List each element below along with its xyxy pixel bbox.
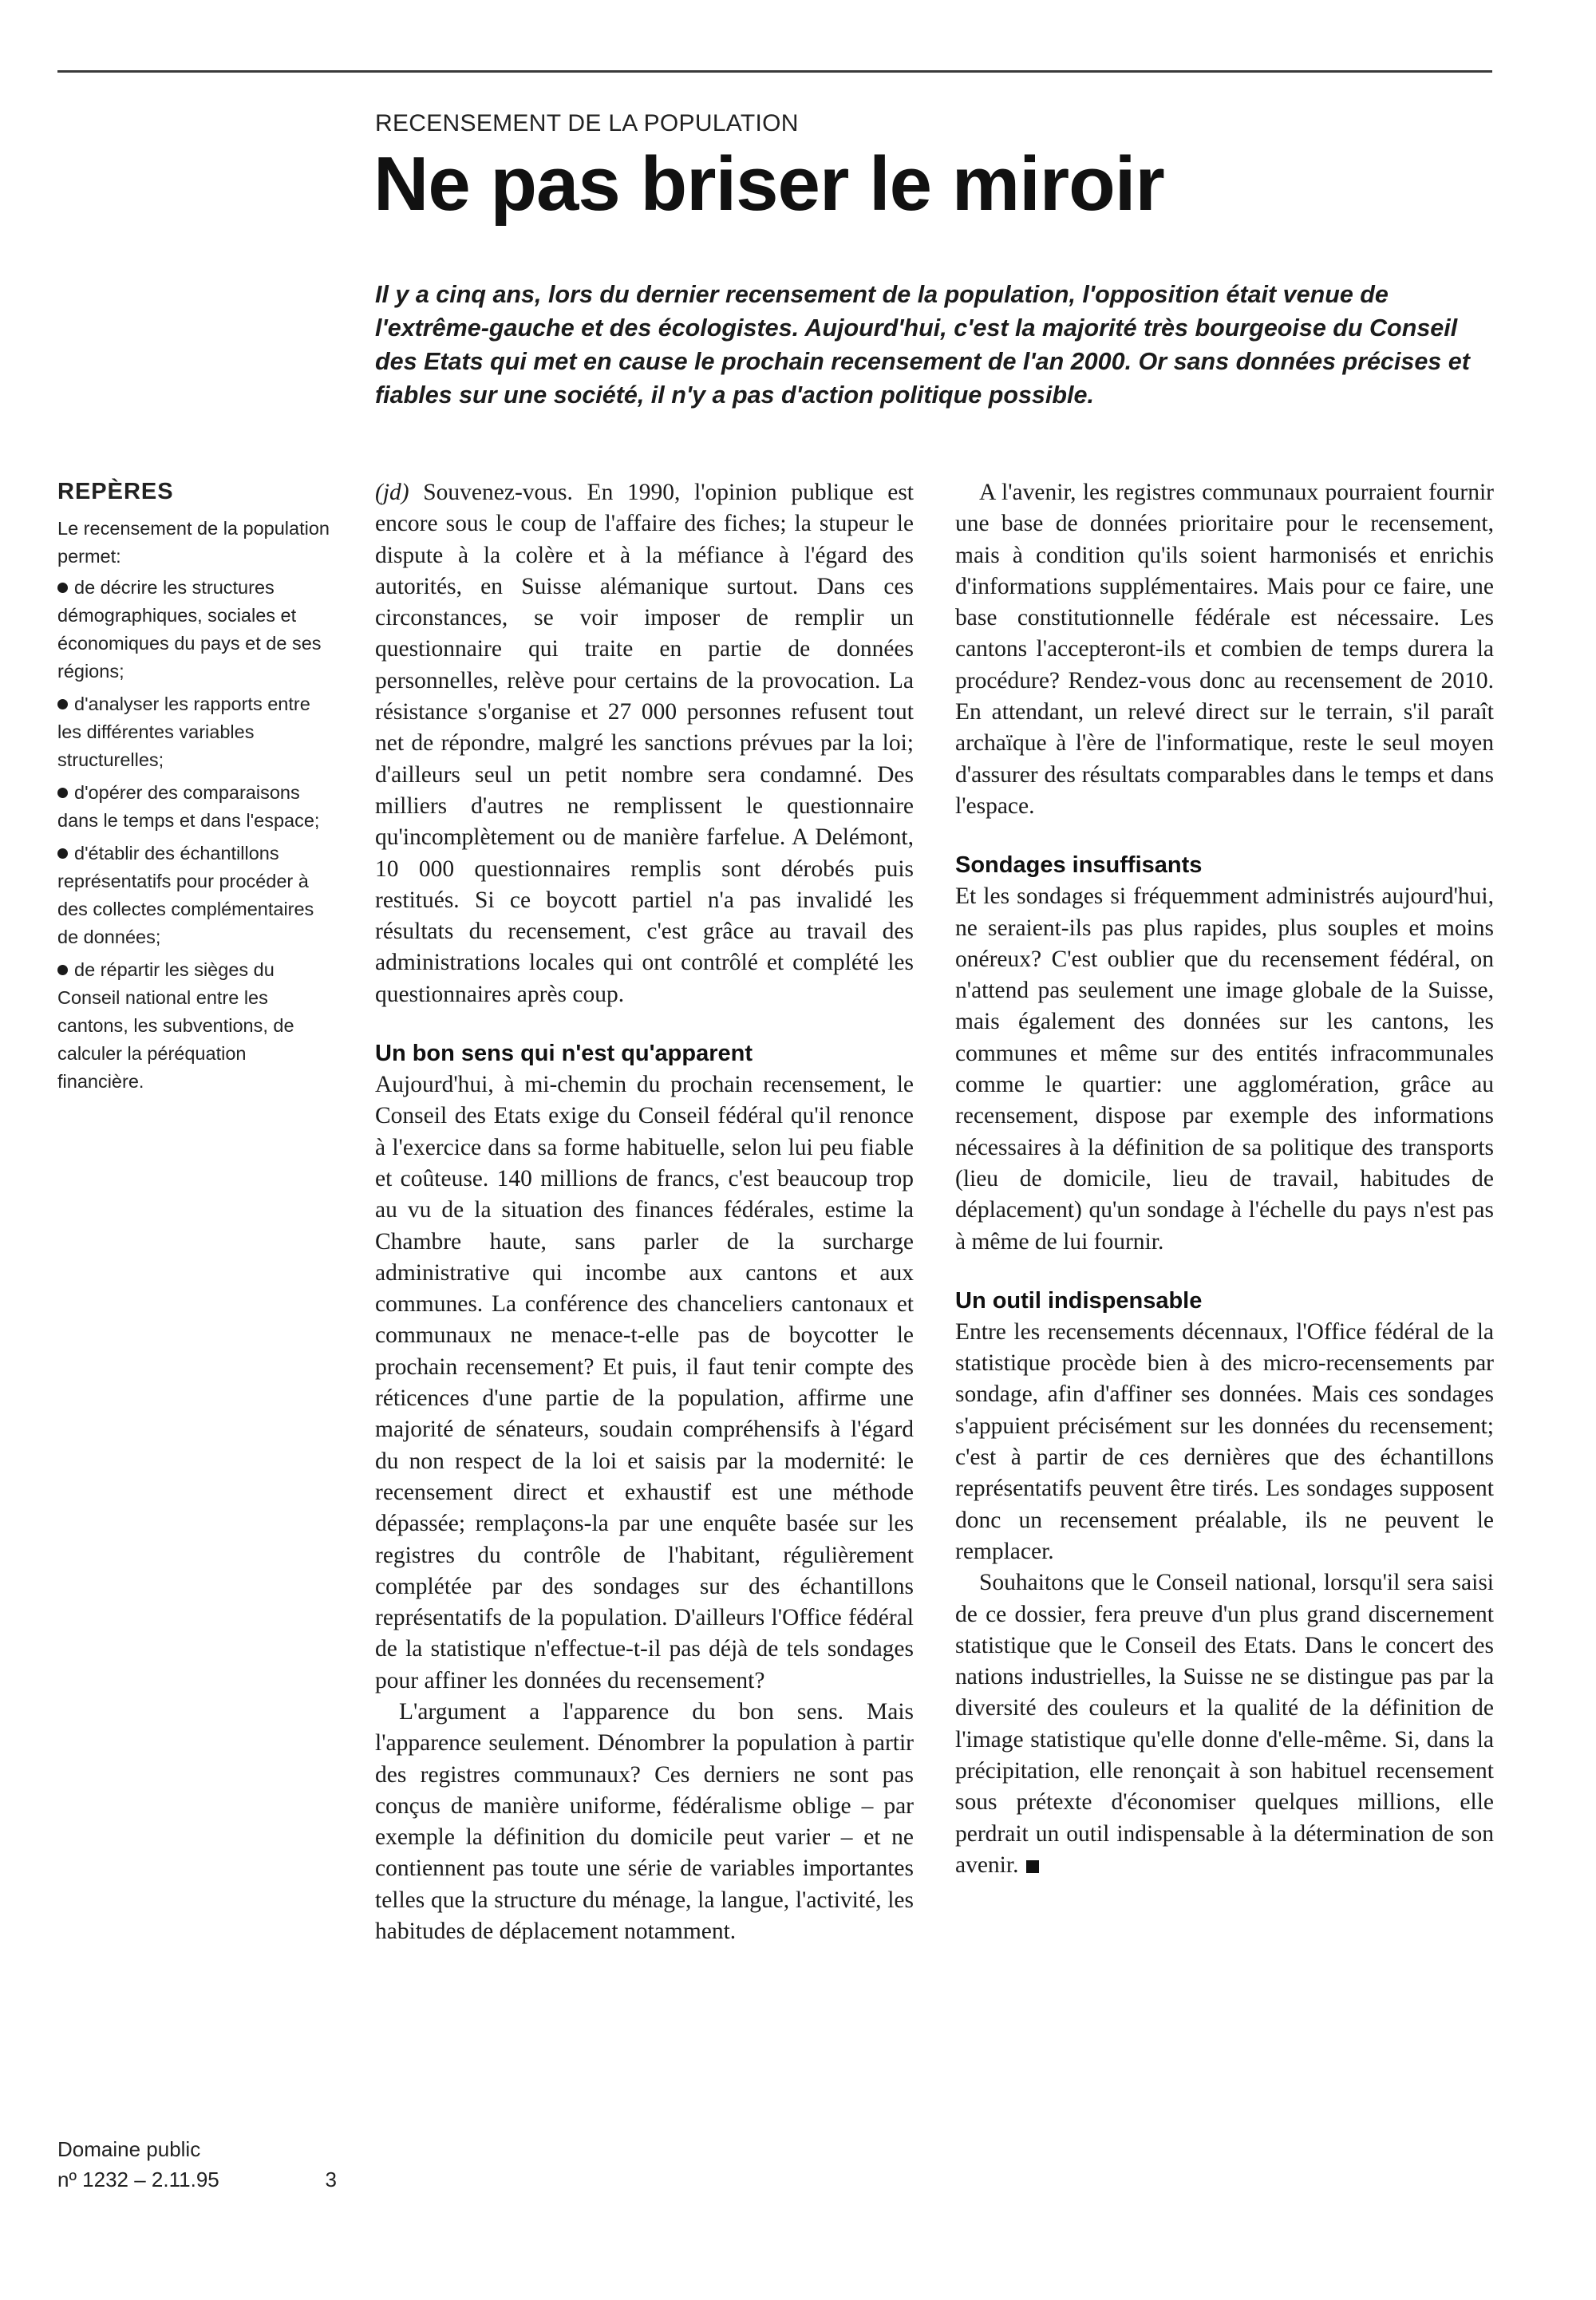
paragraph: Entre les recensements décennaux, l'Office fédéral de la statistique procède bien à des micro-recensements par sondage, afin d'affiner ses données. Mais ces sondages s'appuient précisément sur les données du recensement; c'est à partir de ces dernières que des échantillons représentatifs peuvent être tirés. Les sondages supposent donc un recensement préalable, ils ne peuvent le remplacer. xyxy=(955,1318,1494,1564)
bullet-icon xyxy=(57,848,68,859)
subheading-outil: Un outil indispensable xyxy=(955,1287,1203,1314)
article-column-2 xyxy=(955,477,1494,1881)
article-lead: Il y a cinq ans, lors du dernier recensement de la population, l'opposition était venue de l'extrême-gauche et des écologistes. Aujourd'hui, c'est la majorité très bourgeoise du Conseil des Etats qui met en cause le prochain recensement de l'an 2000. Or sans données précises et fiables sur une société, il n'y a pas d'action politique possible. xyxy=(375,281,1470,409)
publication-name: Domaine public xyxy=(57,2137,201,2161)
paragraph: L'argument a l'apparence du bon sens. Mais l'apparence seulement. Dénombrer la population à partir des registres communaux? Ces derniers ne sont pas conçus de manière uniforme, fédéralisme oblige – par exemple la définition du domicile peut varier – et ne contiennent pas toute une série de variables importantes telles que la structure du ménage, la langue, l'activité, les habitudes de déplacement notamment. xyxy=(375,1698,914,1945)
list-item: de répartir les sièges du Conseil national entre les cantons, les subventions, de calculer la péréquation financière. xyxy=(57,959,294,1092)
bullet-icon xyxy=(57,699,68,709)
list-item: d'analyser les rapports entre les différentes variables structurelles; xyxy=(57,694,310,770)
list-item: d'opérer des comparaisons dans le temps et dans l'espace; xyxy=(57,782,320,831)
list-item: d'établir des échantillons représentatifs pour procéder à des collectes complémentaires de données; xyxy=(57,843,314,947)
sidebar-intro: Le recensement de la population permet: xyxy=(57,518,330,567)
top-rule xyxy=(57,70,1492,73)
list-item: de décrire les structures démographiques, sociales et économiques du pays et de ses régions; xyxy=(57,577,322,682)
section-kicker: RECENSEMENT DE LA POPULATION xyxy=(375,110,799,136)
article-title: Ne pas briser le miroir xyxy=(373,141,1164,227)
paragraph-intro: (jd) Souvenez-vous. En 1990, l'opinion publique est encore sous le coup de l'affaire des fiches; la stupeur le dispute à la colère et à la méfiance à l'égard des autorités, en Suisse alémanique surtout. Dans ces circonstances, se voir imposer de remplir un questionnaire qui traite en partie de données personnelles, relève pour certains de la provocation. La résistance s'organise et 27 000 personnes refusent tout net de répondre, malgré les sanctions prévues par la loi; d'ailleurs seul un petit nombre sera condamné. Des milliers d'autres ne remplissent le questionnaire qu'incomplètement ou de manière farfelue. A Delémont, 10 000 questionnaires remplis sont dérobés puis restitués. Si ce boycott partiel n'a pas invalidé les résultats du recensement, c'est grâce au travail des administrations locales qui ont contrôlé et complété les questionnaires après coup. xyxy=(375,480,915,1007)
issue-info: nº 1232 – 2.11.95 xyxy=(57,2168,219,2191)
bullet-icon xyxy=(57,788,68,798)
paragraph: Et les sondages si fréquemment administrés aujourd'hui, ne seraient-ils pas plus rapides, plus souples et moins onéreux? C'est oublier que du recensement fédéral, on n'attend pas seulement une image globale de la Suisse, mais également des données sur les cantons, les communes et même sur des entités infracommunales comme le quartier: une agglomération, grâce au recensement, dispose par exemple des informations nécessaires à la définition de sa politique des transports (lieu de domicile, lieu de travail, habitudes de déplacement) qu'un sondage à l'échelle du pays n'est pas à même de lui fournir. xyxy=(955,883,1494,1255)
paragraph: A l'avenir, les registres communaux pourraient fournir une base de données prioritaire pour le recensement, mais à condition qu'ils soient harmonisés et enrichis d'informations supplémentaires. Mais pour ce faire, une base constitutionnelle fédérale est nécessaire. Les cantons l'accepteront-ils et combien de temps durera la procédure? Rendez-vous donc au recensement de 2010. En attendant, un relevé direct sur le terrain, s'il paraît archaïque à l'ère de l'informatique, reste le seul moyen d'assurer des résultats comparables dans le temps et dans l'espace. xyxy=(955,480,1494,819)
article-column-1 xyxy=(375,477,914,1947)
sidebar-heading: REPÈRES xyxy=(57,479,174,504)
bullet-icon xyxy=(57,583,68,593)
page-number: 3 xyxy=(325,2168,337,2191)
byline: (jd) xyxy=(375,480,409,505)
bullet-icon xyxy=(57,965,68,975)
page-footer xyxy=(57,2134,345,2195)
sidebar-list xyxy=(57,574,333,1096)
subheading-bon-sens: Un bon sens qui n'est qu'apparent xyxy=(375,1041,753,1067)
paragraph-final: Souhaitons que le Conseil national, lorsqu'il sera saisi de ce dossier, fera preuve d'un plus grand discernement statistique que le Conseil des Etats. Dans le concert des nations industrielles, la Suisse ne se distingue pas par la diversité des couleurs et la qualité de la définition de l'image statistique qu'elle donne d'elle-même. Si, dans la précipitation, elle renonçait à son habituel recensement sous prétexte d'économiser quelques millions, elle perdrait un outil indispensable à la détermination de son avenir. xyxy=(955,1570,1494,1878)
subheading-sondages: Sondages insuffisants xyxy=(955,852,1203,879)
end-mark-icon xyxy=(1026,1860,1039,1873)
paragraph: Aujourd'hui, à mi-chemin du prochain recensement, le Conseil des Etats exige du Conseil fédéral qu'il renonce à l'exercice dans sa forme habituelle, selon lui peu fiable et coûteuse. 140 millions de francs, c'est beaucoup trop au vu de la situation des finances fédérales, estime la Chambre haute, sans parler de la surcharge administrative qui incombe aux cantons et aux communes. La conférence des chanceliers cantonaux et communaux ne menace-t-elle pas de boycotter le prochain recensement? Et puis, il faut tenir compte des réticences d'une partie de la population, affirme une majorité de sénateurs, soudain compréhensifs à l'égard du non respect de la loi et saisis par la modernité: le recensement direct et exhaustif est une méthode dépassée; remplaçons-la par une enquête basée sur les registres du contrôle de l'habitant, régulièrement complétée par des sondages sur des échantillons représentatifs de la population. D'ailleurs l'Office fédéral de la statistique n'effectue-t-il pas déjà de tels sondages pour affiner les données du recensement? xyxy=(375,1072,914,1693)
reperes-sidebar xyxy=(57,479,333,1101)
